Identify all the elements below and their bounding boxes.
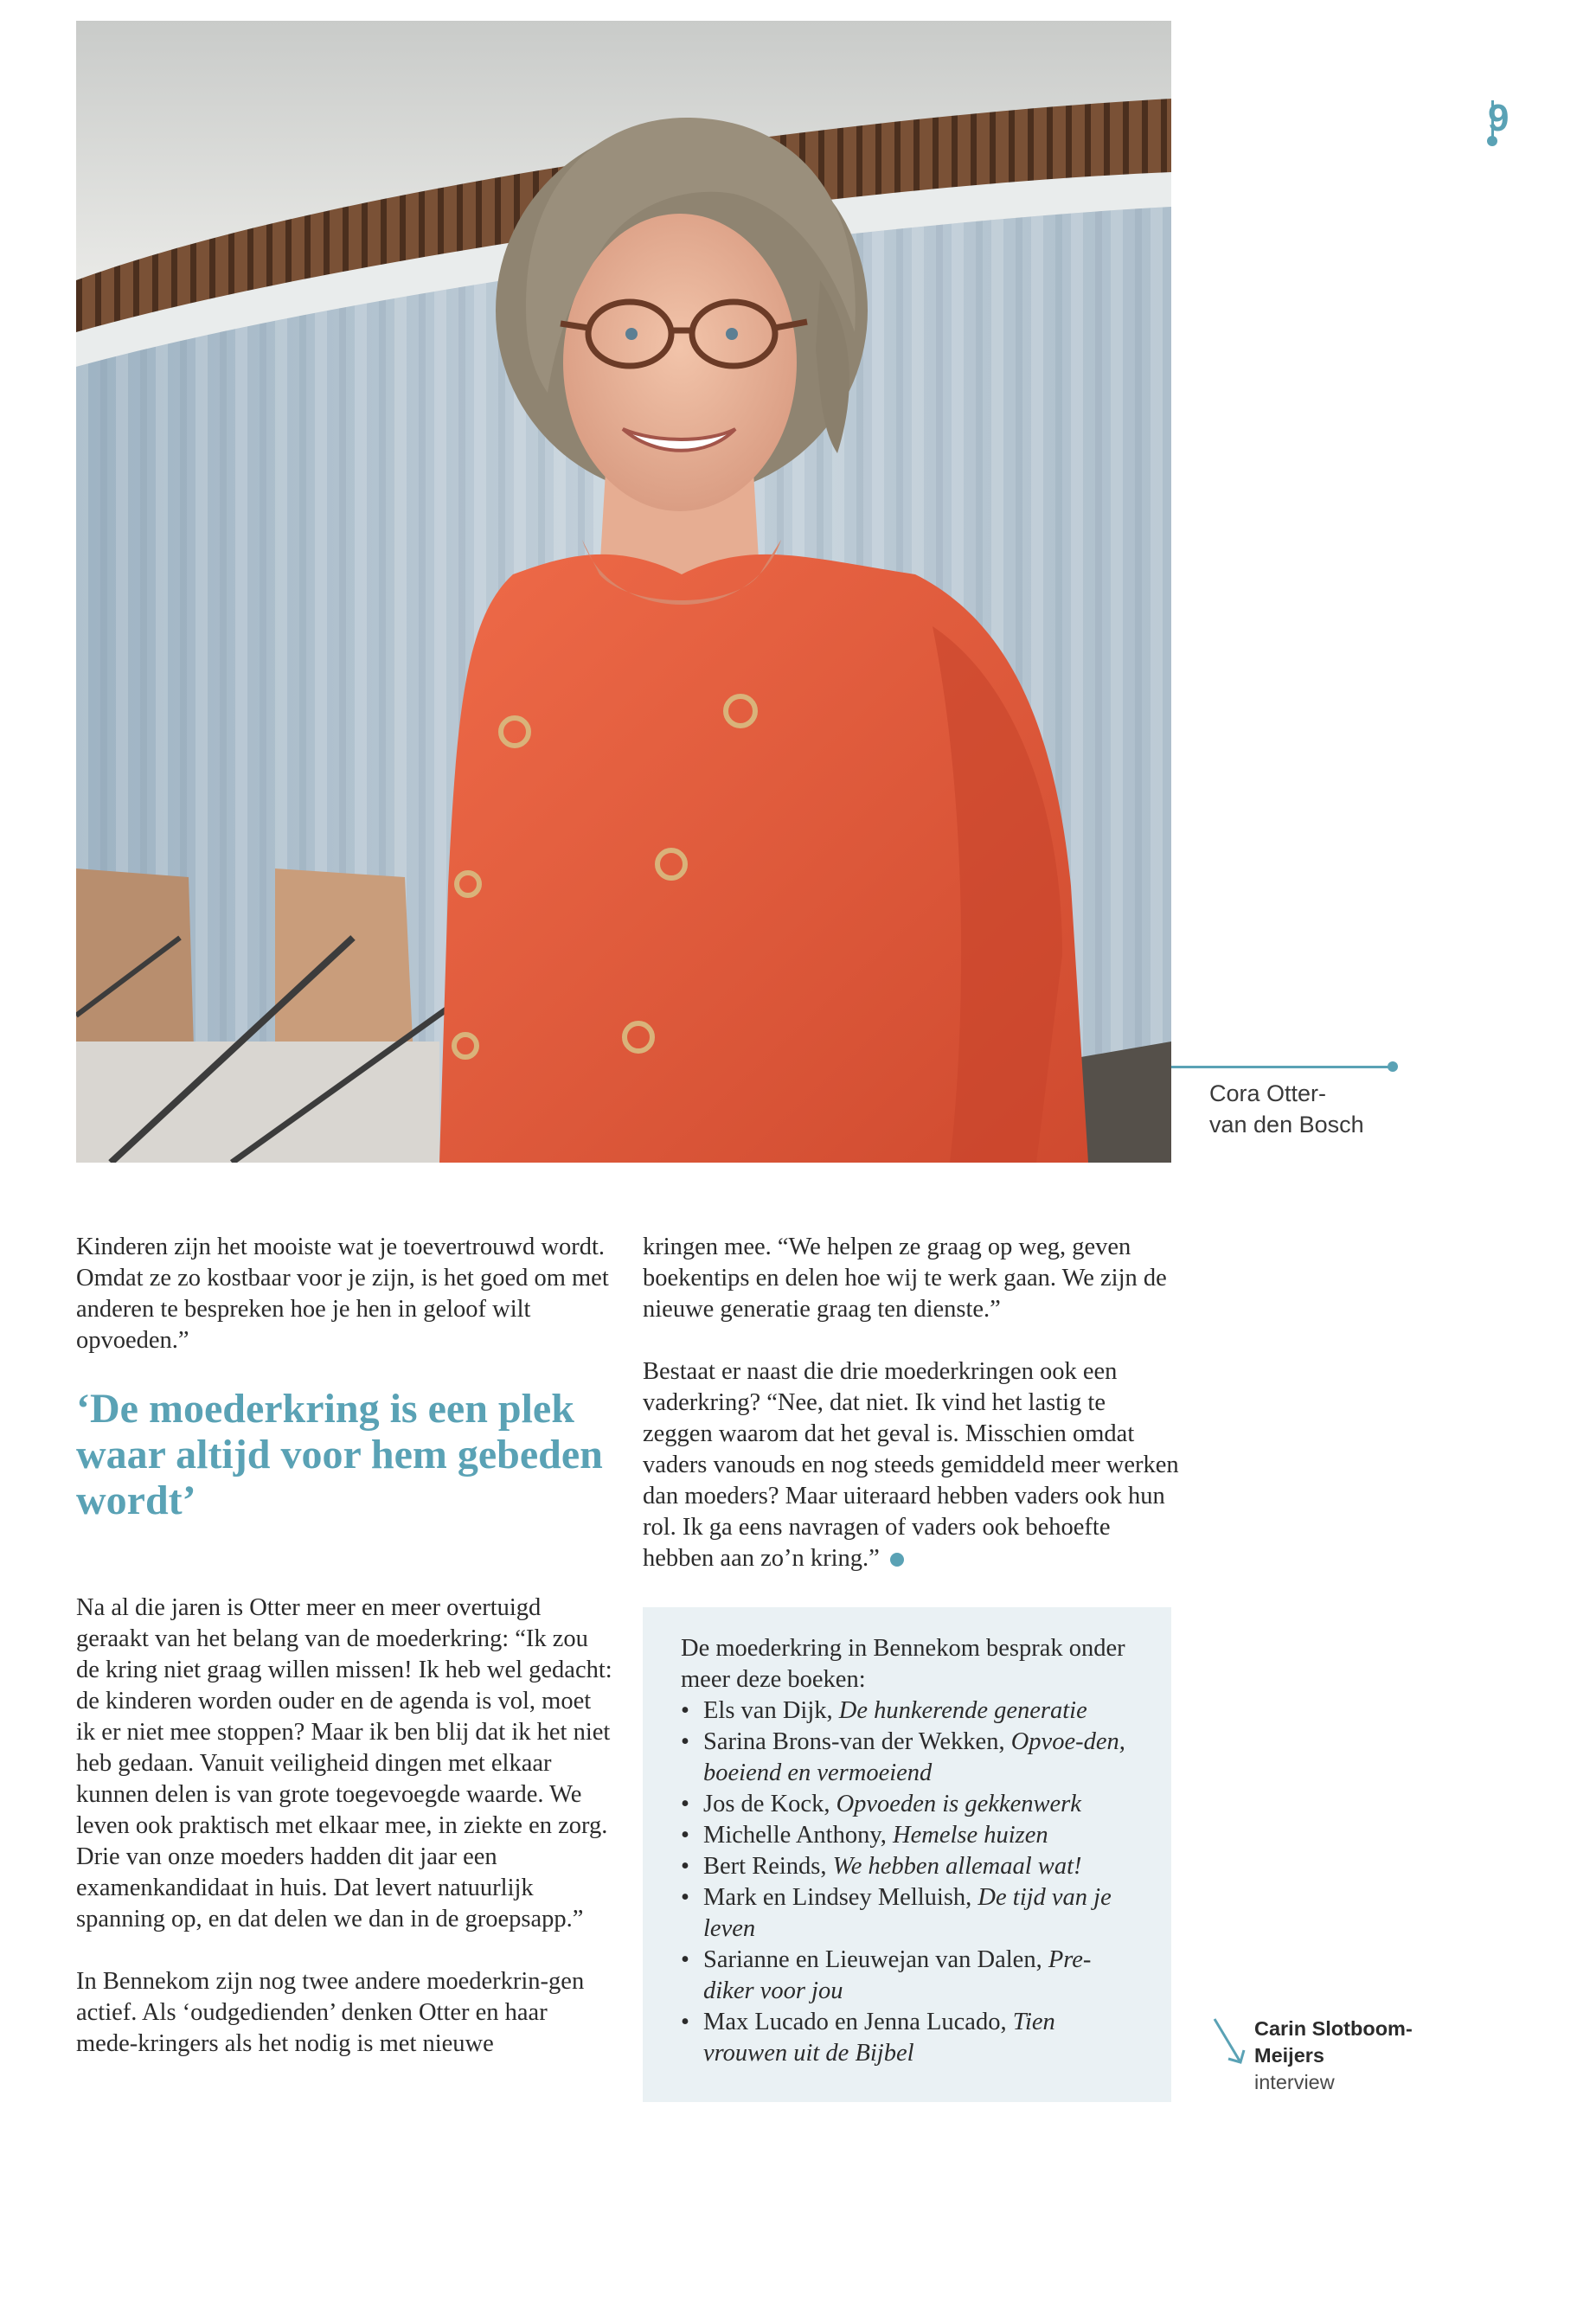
- book-title: Hemelse huizen: [893, 1822, 1048, 1849]
- book-list-item: [681, 1882, 1133, 1945]
- book-list-item: [681, 1851, 1133, 1882]
- closing-paragraph-text: Bestaat er naast die drie moederkringen ook een vaderkring? “Nee, dat niet. Ik vind het lastig te zeggen waarom dat het geval is. Misschien omdat vaders vanouds en nog steeds gemiddeld meer werken dan moeders? Maar uiteraard hebben vaders ook hun rol. Ik ga eens navragen of vaders ook behoefte hebben aan zo’n kring.”: [643, 1358, 1179, 1572]
- portrait-illustration: [76, 21, 1171, 1163]
- book-title: De tijd van je leven: [703, 1884, 1112, 1942]
- book-author: Jos de Kock,: [703, 1791, 836, 1817]
- book-title: Pre-diker voor jou: [703, 1946, 1092, 2004]
- photo-caption: [1209, 1078, 1434, 1140]
- article-paragraph: Kinderen zijn het mooiste wat je toevertrouwd wordt. Omdat ze zo kostbaar voor je zijn, is het goed om met anderen te bespreken hoe je hen in geloof wilt opvoeden.”: [76, 1234, 609, 1354]
- end-of-article-dot: [890, 1553, 904, 1567]
- article-column-1: [76, 1232, 612, 2060]
- article-column-2: [643, 1232, 1179, 1574]
- book-author: Els van Dijk,: [703, 1697, 839, 1724]
- article-paragraph: kringen mee. “We helpen ze graag op weg, geven boekentips en delen hoe wij te werk gaan. We zijn de nieuwe generatie graag ten dienste.”: [643, 1234, 1167, 1323]
- book-title: Opvoeden is gekkenwerk: [836, 1791, 1081, 1817]
- author-name: Carin Slotboom-Meijers: [1254, 2017, 1413, 2067]
- caption-line: [1171, 1066, 1393, 1068]
- book-author: Bert Reinds,: [703, 1853, 833, 1880]
- article-paragraph: In Bennekom zijn nog twee andere moederkrin-gen actief. Als ‘oudgedienden’ denken Otter en haar mede-kringers als het nodig is met nieuwe: [76, 1968, 585, 2057]
- book-title: De hunkerende generatie: [838, 1697, 1087, 1724]
- caption-dot: [1388, 1061, 1398, 1072]
- book-title: Tien vrouwen uit de Bijbel: [703, 2009, 1055, 2067]
- portrait-photo: [76, 21, 1171, 1163]
- book-list: [681, 1695, 1133, 2069]
- book-author: Max Lucado en Jenna Lucado,: [703, 2009, 1013, 2035]
- article-paragraph: Na al die jaren is Otter meer en meer overtuigd geraakt van het belang van de moederkring: “Ik zou de kring niet graag willen missen! Ik heb wel gedacht: de kinderen worden ouder en de agenda is vol, moet ik er niet mee stoppen? Maar ik ben blij dat ik het niet heb gedaan. Vanuit veiligheid dingen met elkaar kunnen delen is van grote toegevoegde waarde. We leven ook praktisch met elkaar mee, in ziekte en zorg. Drie van onze moeders hadden dit jaar een examenkandidaat in huis. Dat levert natuurlijk spanning op, en dat delen we dan in de groepsapp.”: [76, 1594, 612, 1932]
- book-list-item: [681, 2007, 1133, 2069]
- article-paragraph: [643, 1356, 1179, 1574]
- photo-caption-text: Cora Otter- van den Bosch: [1209, 1080, 1364, 1138]
- book-author: Sarianne en Lieuwejan van Dalen,: [703, 1946, 1048, 1973]
- book-list-box: [643, 1607, 1171, 2102]
- book-title: Opvoe-den, boeiend en vermoeiend: [703, 1728, 1125, 1786]
- book-title: We hebben allemaal wat!: [832, 1853, 1082, 1880]
- book-list-item: [681, 1820, 1133, 1851]
- author-role: interview: [1254, 2071, 1335, 2093]
- book-author: Sarina Brons-van der Wekken,: [703, 1728, 1011, 1755]
- book-list-item: [681, 1945, 1133, 2007]
- author-credit: [1254, 2016, 1453, 2096]
- page-number: 9: [1488, 97, 1509, 139]
- pull-quote: ‘De moederkring is een plek waar altijd voor hem gebeden wordt’: [76, 1386, 603, 1523]
- book-list-item: [681, 1695, 1133, 1727]
- book-list-item: [681, 1789, 1133, 1820]
- book-author: Michelle Anthony,: [703, 1822, 893, 1849]
- credit-arrow-icon: [1211, 2016, 1247, 2067]
- book-author: Mark en Lindsey Melluish,: [703, 1884, 978, 1911]
- book-list-intro: De moederkring in Bennekom besprak onder meer deze boeken:: [681, 1635, 1125, 1693]
- book-list-item: [681, 1727, 1133, 1789]
